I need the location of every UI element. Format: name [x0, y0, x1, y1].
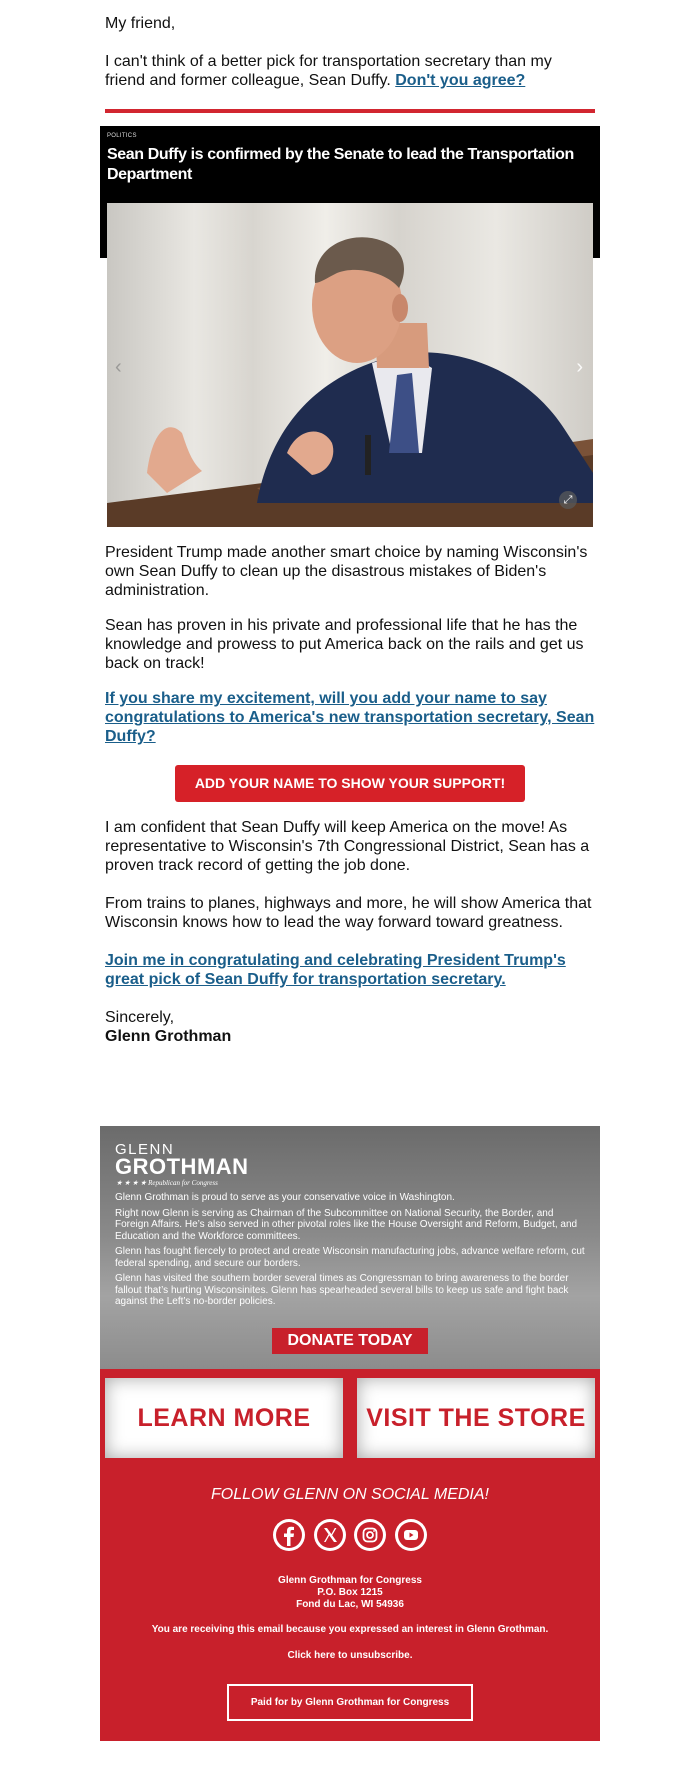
- receiving-notice: You are receiving this email because you expressed an interest in Glenn Grothman.: [151, 1624, 549, 1635]
- footer-bio-banner: [100, 1126, 600, 1369]
- bio-line: Glenn has visited the southern border several times as Congressman to bring awareness to the border fallout that’s hurting Wisconsinites. Glenn has spearheaded several bills to keep us safe and fight back against the Left’s no-border policies.: [115, 1273, 569, 1307]
- unsubscribe-link[interactable]: Click here to unsubscribe.: [287, 1650, 413, 1661]
- photo-illustration: [107, 203, 593, 527]
- next-photo-icon[interactable]: ›: [576, 356, 583, 378]
- address-line: Glenn Grothman for Congress: [278, 1575, 422, 1586]
- article-photo: [107, 203, 593, 527]
- follow-heading: FOLLOW GLENN ON SOCIAL MEDIA!: [211, 1486, 489, 1503]
- congratulate-link[interactable]: Join me in congratulating and celebrating President Trump's great pick of Sean Duffy for transportation secretary.: [105, 952, 566, 988]
- email-body-continued: [105, 543, 595, 1046]
- agree-link[interactable]: Don't you agree?: [395, 72, 526, 89]
- visit-store-button[interactable]: VISIT THE STORE: [357, 1378, 595, 1458]
- prev-photo-icon[interactable]: ‹: [115, 356, 122, 378]
- greeting: My friend,: [105, 15, 176, 32]
- bio-line: Right now Glenn is serving as Chairman of the Subcommittee on National Security, the Border, and Foreign Affairs. He’s also served in other pivotal roles like the House Oversight and Reform, Budget, and Education and the Workforce committees.: [115, 1207, 578, 1242]
- address-line: Fond du Lac, WI 54936: [296, 1599, 404, 1610]
- address-line: P.O. Box 1215: [317, 1587, 383, 1598]
- logo-tagline: ★ ★ ★ ★ Republican for Congress: [116, 1179, 218, 1187]
- intro-text: I can't think of a better pick for transportation secretary than my friend and former colleague, Sean Duffy.: [105, 53, 552, 89]
- paragraph-confident: I am confident that Sean Duffy will keep America on the move! As representative to Wisconsin's 7th Congressional District, Sean has a proven track record of getting the job done.: [105, 819, 590, 874]
- logo-last-name: GROTHMAN: [115, 1154, 249, 1179]
- paragraph-trump-choice: President Trump made another smart choice by naming Wisconsin's own Sean Duffy to clean up the disastrous mistakes of Biden's administration.: [105, 544, 588, 599]
- footer-actions: [100, 1369, 600, 1741]
- news-category-tag: POLITICS: [107, 133, 137, 139]
- news-headline: Sean Duffy is confirmed by the Senate to lead the Transportation Department: [107, 146, 574, 183]
- email-body: [105, 0, 595, 113]
- learn-more-button[interactable]: LEARN MORE: [105, 1378, 343, 1458]
- youtube-icon[interactable]: [395, 1519, 427, 1551]
- facebook-icon[interactable]: [273, 1519, 305, 1551]
- intro-paragraph: [105, 52, 595, 90]
- news-article-card[interactable]: [100, 126, 600, 527]
- mailing-address: [100, 1575, 600, 1611]
- add-name-button[interactable]: ADD YOUR NAME TO SHOW YOUR SUPPORT!: [175, 765, 525, 802]
- x-icon[interactable]: [314, 1519, 346, 1551]
- instagram-icon[interactable]: [354, 1519, 386, 1551]
- bio-line: Glenn has fought fiercely to protect and create Wisconsin manufacturing jobs, advance welfare reform, cut federal spending, and secure our borders.: [115, 1246, 585, 1269]
- social-links: [100, 1519, 600, 1551]
- paragraph-trains: From trains to planes, highways and more, he will show America that Wisconsin knows how to lead the way forward toward greatness.: [105, 895, 592, 931]
- logo-first-name: GLENN: [115, 1141, 175, 1158]
- sign-off: Sincerely,: [105, 1009, 175, 1026]
- expand-icon[interactable]: ⤢: [559, 491, 577, 509]
- paragraph-proven: Sean has proven in his private and professional life that he has the knowledge and prowess to put America back on the rails and get us back on track!: [105, 617, 584, 672]
- signature: Glenn Grothman: [105, 1028, 232, 1045]
- bio-line: Glenn Grothman is proud to serve as your conservative voice in Washington.: [115, 1192, 455, 1203]
- add-name-link[interactable]: If you share my excitement, will you add your name to say congratulations to America's new transportation secretary, Sean Duffy?: [105, 690, 595, 745]
- bio-text: [115, 1192, 587, 1312]
- donate-button[interactable]: DONATE TODAY: [272, 1328, 428, 1354]
- paid-for-disclaimer: Paid for by Glenn Grothman for Congress: [227, 1684, 473, 1721]
- divider: [105, 109, 595, 113]
